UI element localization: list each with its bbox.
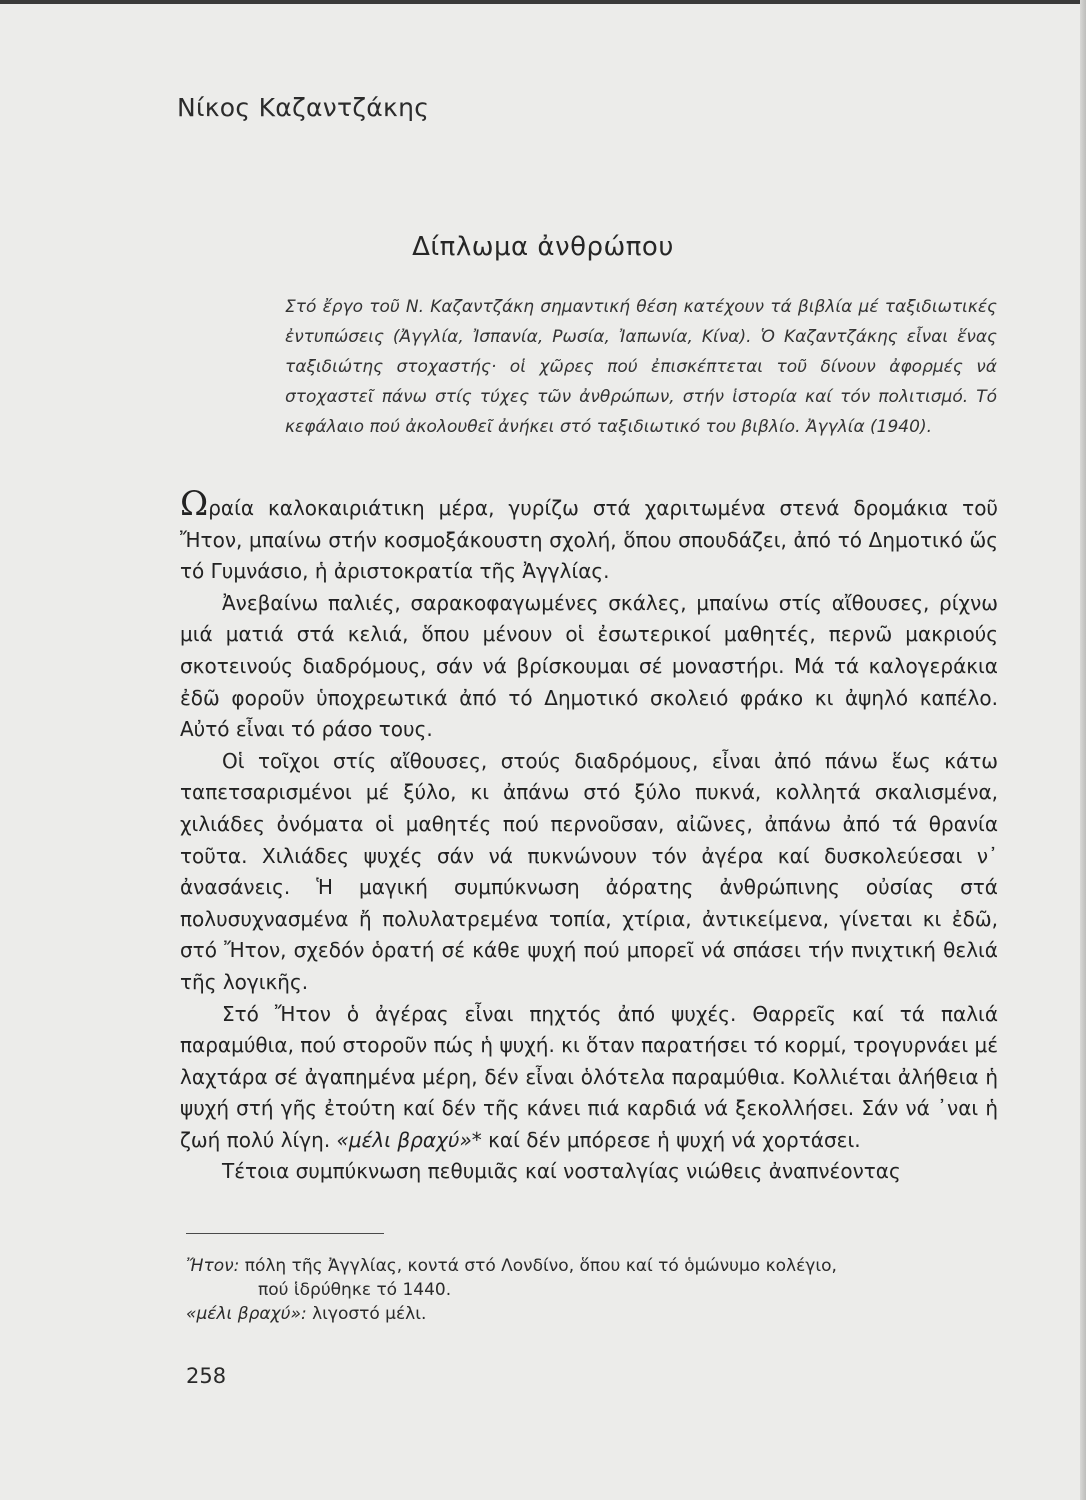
- paragraph-3: Οἱ τοῖχοι στίς αἴθουσες, στούς διαδρόμους, εἶναι ἀπό πάνω ἕως κάτω ταπετσαρισμένοι μέ ξύλο, κι ἀπάνω στό ξύλο πυκνά, κολλητά σκαλισμένα, χιλιάδες ὀνόματα οἱ μαθητές πού περνοῦσαν, αἰῶνες, ἀπάνω ἀπό τά θρανία τοῦτα. Χιλιάδες ψυχές σάν νά πυκνώνουν τόν ἀγέρα καί δυσκολεύεσαι ν᾽ ἀνασάνεις. Ἡ μαγική συμπύκνωση ἀόρατης ἀνθρώπινης οὐσίας στά πολυσυχνασμένα ἤ πολυλατρεμένα τοπία, χτίρια, ἀντικείμενα, γίνεται κι ἐδῶ, στό Ἤτον, σχεδόν ὁρατή σέ κάθε ψυχή πού μπορεῖ νά σπάσει τήν πνιχτική θελιά τῆς λογικῆς.: [180, 748, 998, 994]
- paragraph-4: [180, 999, 998, 1157]
- scan-right-edge: [1080, 0, 1086, 1500]
- paragraph-1: [180, 484, 998, 588]
- footnote-1-term: Ἤτον:: [186, 1256, 240, 1276]
- paragraph-1-text: ραία καλοκαιριάτικη μέρα, γυρίζω στά χαριτωμένα στενά δρομάκια τοῦ Ἤτον, μπαίνω στήν κοσμοξάκουστη σχολή, ὅπου σπουδάζει, ἀπό τό Δημοτικό ὥς τό Γυμνάσιο, ἡ ἀριστοκρατία τῆς Ἀγγλίας.: [180, 496, 998, 584]
- scan-top-edge: [0, 0, 1086, 4]
- initial-letter: Ω: [180, 484, 209, 524]
- footnote-1-continuation: πού ἱδρύθηκε τό 1440.: [258, 1280, 452, 1300]
- footnote-2-text: λιγοστό μέλι.: [312, 1304, 427, 1324]
- intro-text: Στό ἔργο τοῦ Ν. Καζαντζάκη σημαντική θέση κατέχουν τά βιβλία μέ ταξιδιωτικές ἐντυπώσεις (Ἀγγλία, Ἰσπανία, Ρωσία, Ἰαπωνία, Κίνα). Ὁ Καζαντζάκης εἶναι ἕνας ταξιδιώτης στοχαστής· οἱ χῶρες πού ἐπισκέπτεται τοῦ δίνουν ἀφορμές νά στοχαστεῖ πάνω στίς τύχες τῶν ἀνθρώπων, στήν ἱστορία καί τόν πολιτισμό. Τό κεφάλαιο πού ἀκολουθεῖ ἀνήκει στό ταξιδιωτικό του βιβλίο. Ἀγγλία (1940).: [285, 297, 997, 437]
- footnote-2: [186, 1302, 1000, 1326]
- footnotes: [186, 1254, 1000, 1326]
- author-name: Νίκος Καζαντζάκης: [177, 93, 430, 122]
- footnote-1-text: πόλη τῆς Ἀγγλίας, κοντά στό Λονδίνο, ὅπου καί τό ὁμώνυμο κολέγιο,: [244, 1256, 837, 1276]
- footnote-divider: [186, 1233, 384, 1234]
- intro-note: [285, 292, 997, 442]
- paragraph-2: Ἀνεβαίνω παλιές, σαρακοφαγωμένες σκάλες, μπαίνω στίς αἴθουσες, ρίχνω μιά ματιά στά κελιά, ὅπου μένουν οἱ ἐσωτερικοί μαθητές, περνῶ μακριούς σκοτεινούς διαδρόμους, σάν νά βρίσκουμαι σέ μοναστήρι. Μά τά καλογεράκια ἐδῶ φοροῦν ὑποχρεωτικά ἀπό τό Δημοτικό σκολειό φράκο κι ἀψηλό καπέλο. Αὐτό εἶναι τό ράσο τους.: [180, 590, 998, 742]
- paragraph-4-text-a: Στό Ἤτον ὁ ἀγέρας εἶναι πηχτός ἀπό ψυχές. Θαρρεῖς καί τά παλιά παραμύθια, πού στοροῦν πώς ἡ ψυχή. κι ὅταν παρατήσει τό κορμί, τρογυρνάει μέ λαχτάρα σέ ἀγαπημένα μέρη, δέν εἶναι ὁλότελα παραμύθια. Κολλιέται ἀλήθεια ἡ ψυχή στή γῆς ἐτούτη καί δέν τῆς κάνει πιά καρδιά νά ξεκολλήσει. Σάν νά ᾽ναι ἡ ζωή πολύ λίγη.: [180, 1001, 998, 1152]
- footnote-2-term: «μέλι βραχύ»:: [186, 1304, 307, 1324]
- paragraph-4-text-b: καί δέν μπόρεσε ἡ ψυχή νά χορτάσει.: [488, 1127, 861, 1152]
- chapter-title: Δίπλωμα ἀνθρώπου: [412, 232, 674, 262]
- page-number: 258: [186, 1364, 227, 1388]
- main-text: [180, 484, 998, 1188]
- paragraph-5: Τέτοια συμπύκνωση πεθυμιᾶς καί νοσταλγίας νιώθεις ἀναπνέοντας: [222, 1159, 901, 1184]
- footnote-1: [186, 1254, 1000, 1278]
- paragraph-4-quote: «μέλι βραχύ»*: [336, 1127, 482, 1152]
